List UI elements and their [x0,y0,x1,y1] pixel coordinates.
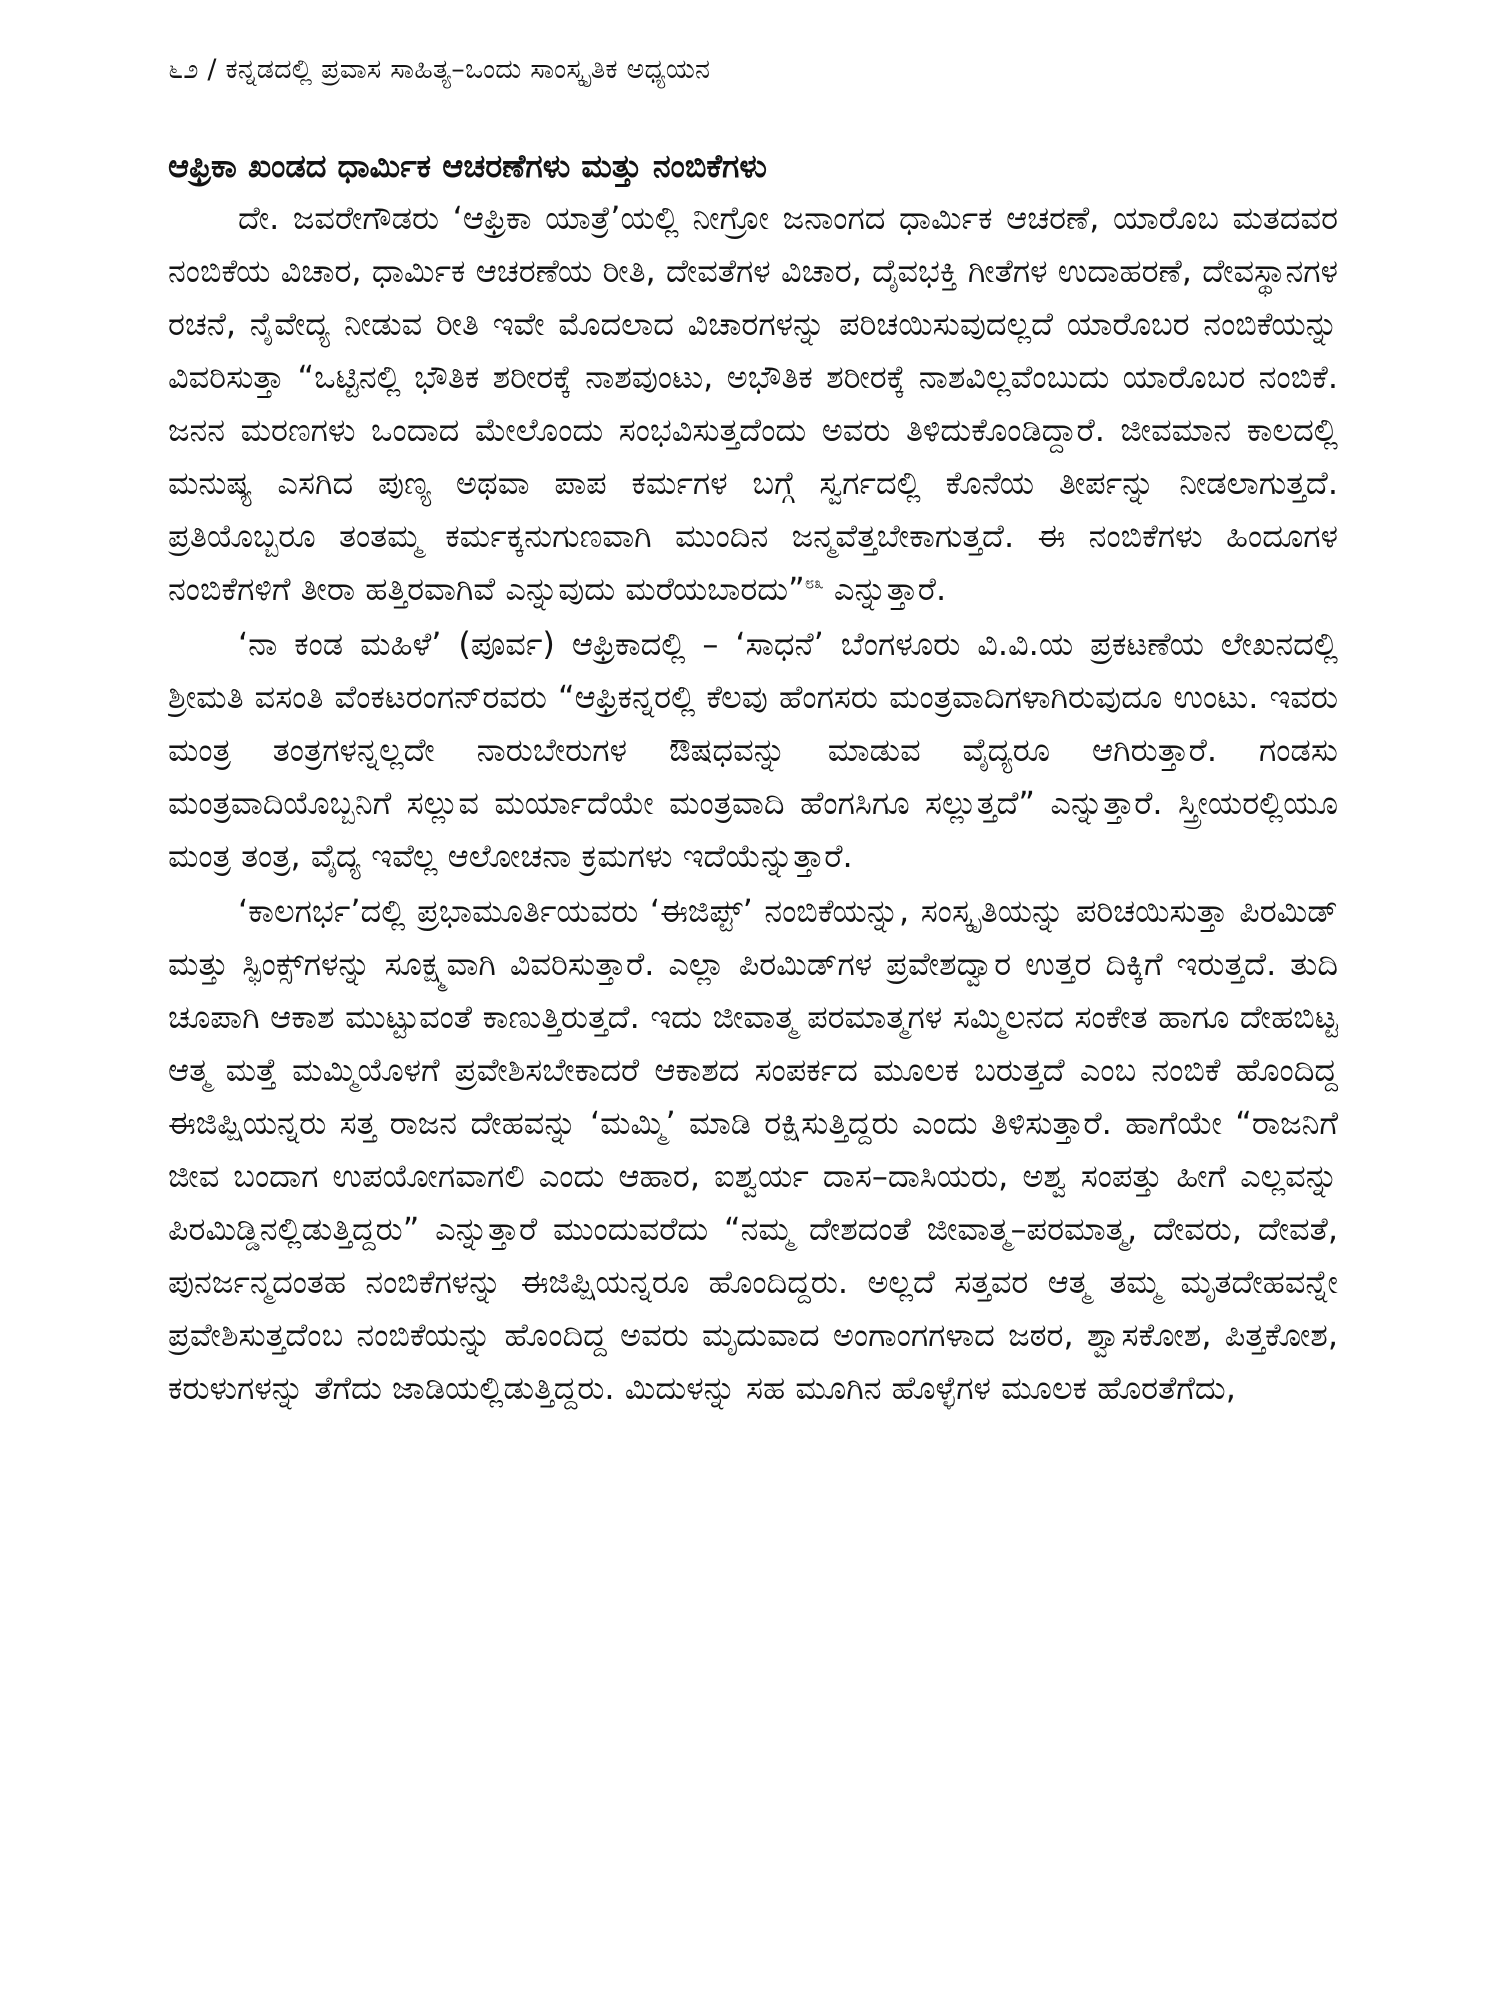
running-head: ೬೨ / ಕನ್ನಡದಲ್ಲಿ ಪ್ರವಾಸ ಸಾಹಿತ್ಯ–ಒಂದು ಸಾಂಸ್ಕೃತಿಕ ಅಧ್ಯಯನ [168,54,711,85]
paragraph-1 [168,192,1338,616]
paragraph-3: ‘ಕಾಲಗರ್ಭ’ದಲ್ಲಿ ಪ್ರಭಾಮೂರ್ತಿಯವರು ‘ಈಜಿಪ್ಟ್’ ನಂಬಿಕೆಯನ್ನು, ಸಂಸ್ಕೃತಿಯನ್ನು ಪರಿಚಯಿಸುತ್ತಾ ಪಿರಮಿಡ್ ಮತ್ತು ಸ್ಫಿಂಕ್ಸ್‌ಗಳನ್ನು ಸೂಕ್ಷ್ಮವಾಗಿ ವಿವರಿಸುತ್ತಾರೆ. ಎಲ್ಲಾ ಪಿರಮಿಡ್‌ಗಳ ಪ್ರವೇಶದ್ವಾರ ಉತ್ತರ ದಿಕ್ಕಿಗೆ ಇರುತ್ತದೆ. ತುದಿ ಚೂಪಾಗಿ ಆಕಾಶ ಮುಟ್ಟುವಂತೆ ಕಾಣುತ್ತಿರುತ್ತದೆ. ಇದು ಜೀವಾತ್ಮ ಪರಮಾತ್ಮಗಳ ಸಮ್ಮಿಲನದ ಸಂಕೇತ ಹಾಗೂ ದೇಹಬಿಟ್ಟ ಆತ್ಮ ಮತ್ತೆ ಮಮ್ಮಿಯೊಳಗೆ ಪ್ರವೇಶಿಸಬೇಕಾದರೆ ಆಕಾಶದ ಸಂಪರ್ಕದ ಮೂಲಕ ಬರುತ್ತದೆ ಎಂಬ ನಂಬಿಕೆ ಹೊಂದಿದ್ದ ಈಜಿಪ್ಷಿಯನ್ನರು ಸತ್ತ ರಾಜನ ದೇಹವನ್ನು ‘ಮಮ್ಮಿ’ ಮಾಡಿ ರಕ್ಷಿಸುತ್ತಿದ್ದರು ಎಂದು ತಿಳಿಸುತ್ತಾರೆ. ಹಾಗೆಯೇ “ರಾಜನಿಗೆ ಜೀವ ಬಂದಾಗ ಉಪಯೋಗವಾಗಲಿ ಎಂದು ಆಹಾರ, ಐಶ್ವರ್ಯ ದಾಸ–ದಾಸಿಯರು, ಅಶ್ವ ಸಂಪತ್ತು ಹೀಗೆ ಎಲ್ಲವನ್ನು ಪಿರಮಿಡ್ಡಿನಲ್ಲಿಡುತ್ತಿದ್ದರು” ಎನ್ನುತ್ತಾರೆ ಮುಂದುವರೆದು “ನಮ್ಮ ದೇಶದಂತೆ ಜೀವಾತ್ಮ–ಪರಮಾತ್ಮ, ದೇವರು, ದೇವತೆ, ಪುನರ್ಜನ್ಮದಂತಹ ನಂಬಿಕೆಗಳನ್ನು ಈಜಿಪ್ಷಿಯನ್ನರೂ ಹೊಂದಿದ್ದರು. ಅಲ್ಲದೆ ಸತ್ತವರ ಆತ್ಮ ತಮ್ಮ ಮೃತದೇಹವನ್ನೇ ಪ್ರವೇಶಿಸುತ್ತದೆಂಬ ನಂಬಿಕೆಯನ್ನು ಹೊಂದಿದ್ದ ಅವರು ಮೃದುವಾದ ಅಂಗಾಂಗಗಳಾದ ಜಠರ, ಶ್ವಾಸಕೋಶ, ಪಿತ್ತಕೋಶ, ಕರುಳುಗಳನ್ನು ತೆಗೆದು ಜಾಡಿಯಲ್ಲಿಡುತ್ತಿದ್ದರು. ಮಿದುಳನ್ನು ಸಹ ಮೂಗಿನ ಹೊಳ್ಳೆಗಳ ಮೂಲಕ ಹೊರತೆಗೆದು, [168,892,1338,1407]
paragraph-1-tail: ಎನ್ನುತ್ತಾರೆ. [823,570,947,608]
paragraph-2: ‘ನಾ ಕಂಡ ಮಹಿಳೆ’ (ಪೂರ್ವ) ಆಫ್ರಿಕಾದಲ್ಲಿ – ‘ಸಾಧನೆ’ ಬೆಂಗಳೂರು ವಿ.ವಿ.ಯ ಪ್ರಕಟಣೆಯ ಲೇಖನದಲ್ಲಿ ಶ್ರೀಮತಿ ವಸಂತಿ ವೆಂಕಟರಂಗನ್‌ರವರು “ಆಫ್ರಿಕನ್ನರಲ್ಲಿ ಕೆಲವು ಹೆಂಗಸರು ಮಂತ್ರವಾದಿಗಳಾಗಿರುವುದೂ ಉಂಟು. ಇವರು ಮಂತ್ರ ತಂತ್ರಗಳನ್ನಲ್ಲದೇ ನಾರುಬೇರುಗಳ ಔಷಧವನ್ನು ಮಾಡುವ ವೈದ್ಯರೂ ಆಗಿರುತ್ತಾರೆ. ಗಂಡಸು ಮಂತ್ರವಾದಿಯೊಬ್ಬನಿಗೆ ಸಲ್ಲುವ ಮರ್ಯಾದೆಯೇ ಮಂತ್ರವಾದಿ ಹೆಂಗಸಿಗೂ ಸಲ್ಲುತ್ತದೆ” ಎನ್ನುತ್ತಾರೆ. ಸ್ತ್ರೀಯರಲ್ಲಿಯೂ ಮಂತ್ರ ತಂತ್ರ, ವೈದ್ಯ ಇವೆಲ್ಲ ಆಲೋಚನಾ ಕ್ರಮಗಳು ಇದೆಯೆನ್ನುತ್ತಾರೆ. [168,625,1338,875]
document-page [168,52,1338,1972]
section-heading: ಆಫ್ರಿಕಾ ಖಂಡದ ಧಾರ್ಮಿಕ ಆಚರಣೆಗಳು ಮತ್ತು ನಂಬಿಕೆಗಳು [168,147,767,185]
paragraph-1-text: ದೇ. ಜವರೇಗೌಡರು ‘ಆಫ್ರಿಕಾ ಯಾತ್ರೆ’ಯಲ್ಲಿ ನೀಗ್ರೋ ಜನಾಂಗದ ಧಾರ್ಮಿಕ ಆಚರಣೆ, ಯಾರೊಬ ಮತದವರ ನಂಬಿಕೆಯ ವಿಚಾರ, ಧಾರ್ಮಿಕ ಆಚರಣೆಯ ರೀತಿ, ದೇವತೆಗಳ ವಿಚಾರ, ದೈವಭಕ್ತಿ ಗೀತೆಗಳ ಉದಾಹರಣೆ, ದೇವಸ್ಥಾನಗಳ ರಚನೆ, ನೈವೇದ್ಯ ನೀಡುವ ರೀತಿ ಇವೇ ಮೊದಲಾದ ವಿಚಾರಗಳನ್ನು ಪರಿಚಯಿಸುವುದಲ್ಲದೆ ಯಾರೊಬರ ನಂಬಿಕೆಯನ್ನು ವಿವರಿಸುತ್ತಾ “ಒಟ್ಟಿನಲ್ಲಿ ಭೌತಿಕ ಶರೀರಕ್ಕೆ ನಾಶವುಂಟು, ಅಭೌತಿಕ ಶರೀರಕ್ಕೆ ನಾಶವಿಲ್ಲವೆಂಬುದು ಯಾರೊಬರ ನಂಬಿಕೆ. ಜನನ ಮರಣಗಳು ಒಂದಾದ ಮೇಲೊಂದು ಸಂಭವಿಸುತ್ತದೆಂದು ಅವರು ತಿಳಿದುಕೊಂಡಿದ್ದಾರೆ. ಜೀವಮಾನ ಕಾಲದಲ್ಲಿ ಮನುಷ್ಯ ಎಸಗಿದ ಪುಣ್ಯ ಅಥವಾ ಪಾಪ ಕರ್ಮಗಳ ಬಗ್ಗೆ ಸ್ವರ್ಗದಲ್ಲಿ ಕೊನೆಯ ತೀರ್ಪನ್ನು ನೀಡಲಾಗುತ್ತದೆ. ಪ್ರತಿಯೊಬ್ಬರೂ ತಂತಮ್ಮ ಕರ್ಮಕ್ಕನುಗುಣವಾಗಿ ಮುಂದಿನ ಜನ್ಮವೆತ್ತಬೇಕಾಗುತ್ತದೆ. ಈ ನಂಬಿಕೆಗಳು ಹಿಂದೂಗಳ ನಂಬಿಕೆಗಳಿಗೆ ತೀರಾ ಹತ್ತಿರವಾಗಿವೆ ಎನ್ನುವುದು ಮರೆಯಬಾರದು” [168,199,1338,608]
footnote-marker: ೮೩ [804,573,824,594]
